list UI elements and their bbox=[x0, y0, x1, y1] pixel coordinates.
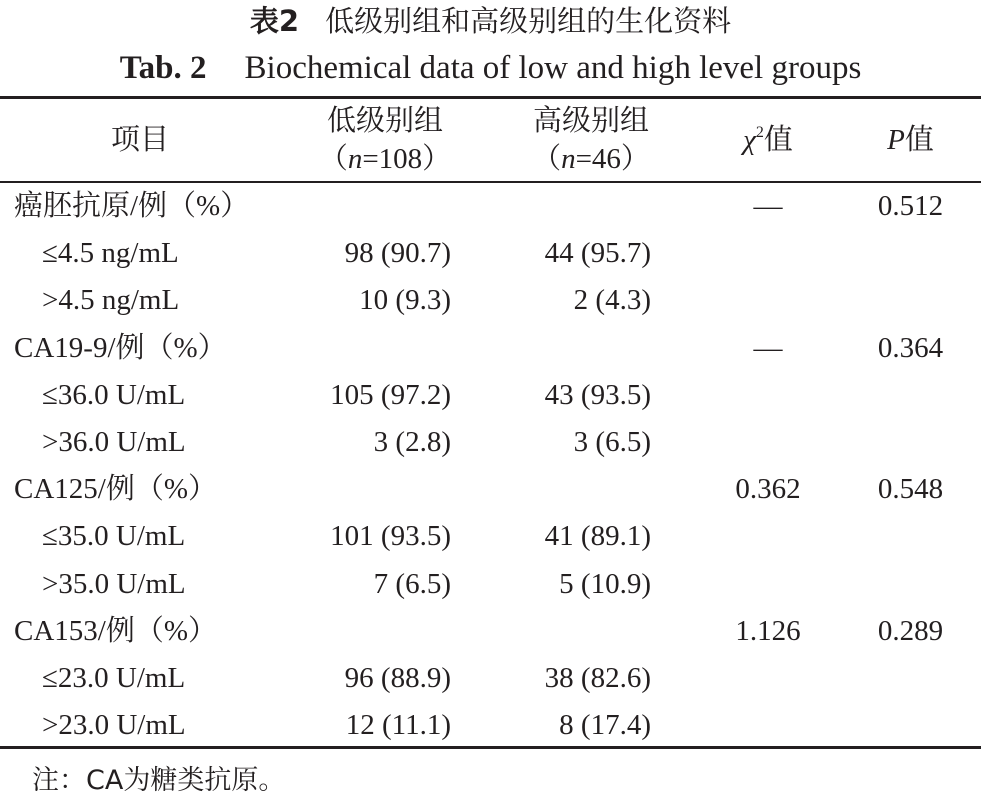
cell-item: >23.0 U/mL bbox=[42, 709, 186, 742]
cell-item: ≤23.0 U/mL bbox=[42, 662, 186, 694]
cell-low-group: 3 (2.8) bbox=[373, 426, 451, 458]
cell-high-group: 41 (89.1) bbox=[544, 520, 651, 553]
table-row bbox=[0, 655, 981, 702]
cell-p-value: 0.548 bbox=[877, 473, 944, 506]
header-low-group-n: （n=108） bbox=[318, 141, 452, 175]
cell-p-value: 0.289 bbox=[877, 614, 944, 647]
header-low-group bbox=[290, 101, 480, 178]
table-footnote: 注：CA为糖类抗原。 bbox=[32, 765, 286, 796]
table-row bbox=[0, 372, 981, 419]
cell-high-group: 43 (93.5) bbox=[544, 378, 651, 411]
table-label-en: Tab. 2 bbox=[119, 50, 207, 86]
cell-low-group: 7 (6.5) bbox=[373, 567, 451, 600]
cell-item: CA153/例（%） bbox=[14, 614, 218, 647]
cell-chi-square: 0.362 bbox=[735, 473, 801, 506]
table-row bbox=[0, 230, 981, 277]
table-group-row bbox=[0, 466, 981, 513]
table-title-en bbox=[0, 48, 981, 88]
table-group-row bbox=[0, 325, 981, 372]
cell-high-group: 44 (95.7) bbox=[544, 237, 651, 270]
header-high-group-n: （n=46） bbox=[532, 141, 650, 175]
cell-item: >36.0 U/mL bbox=[42, 426, 186, 458]
table-caption-cn: 低级别组和高级别组的生化资料 bbox=[325, 4, 732, 38]
table-row bbox=[0, 561, 981, 608]
table-group-row bbox=[0, 608, 981, 655]
cell-item: 癌胚抗原/例（%） bbox=[14, 190, 250, 222]
cell-high-group: 3 (6.5) bbox=[573, 426, 651, 458]
cell-low-group: 10 (9.3) bbox=[359, 284, 451, 317]
header-chi-square: $\chi^2$值 bbox=[743, 122, 793, 156]
cell-item: ≤4.5 ng/mL bbox=[42, 237, 179, 270]
cell-chi-square: — bbox=[753, 190, 783, 222]
cell-p-value: 0.364 bbox=[877, 331, 944, 364]
cell-item: >4.5 ng/mL bbox=[42, 284, 180, 317]
cell-low-group: 12 (11.1) bbox=[345, 709, 451, 742]
cell-high-group: 38 (82.6) bbox=[544, 662, 651, 694]
header-high-group bbox=[496, 101, 686, 178]
table-caption-en: Biochemical data of low and high level groups bbox=[244, 50, 862, 86]
table-group-row bbox=[0, 183, 981, 230]
cell-high-group: 5 (10.9) bbox=[559, 567, 651, 600]
header-low-group-label: 低级别组 bbox=[326, 103, 443, 137]
header-p-value: P值 bbox=[887, 122, 934, 156]
table-row bbox=[0, 513, 981, 560]
table-row bbox=[0, 702, 981, 749]
cell-low-group: 101 (93.5) bbox=[330, 520, 451, 553]
cell-item: ≤35.0 U/mL bbox=[42, 520, 186, 553]
header-item: 项目 bbox=[110, 122, 169, 156]
cell-item: >35.0 U/mL bbox=[42, 567, 186, 600]
cell-p-value: 0.512 bbox=[877, 190, 944, 222]
cell-low-group: 105 (97.2) bbox=[330, 378, 451, 411]
table-bottom-rule bbox=[0, 746, 981, 749]
cell-item: ≤36.0 U/mL bbox=[42, 378, 186, 411]
cell-low-group: 98 (90.7) bbox=[344, 237, 451, 270]
table-row bbox=[0, 419, 981, 466]
cell-item: CA19-9/例（%） bbox=[14, 331, 227, 364]
cell-high-group: 2 (4.3) bbox=[573, 284, 651, 317]
cell-low-group: 96 (88.9) bbox=[344, 662, 451, 694]
header-high-group-label: 高级别组 bbox=[532, 103, 649, 137]
table-top-rule bbox=[0, 96, 981, 99]
cell-item: CA125/例（%） bbox=[14, 473, 218, 506]
table-label-cn: 表2 bbox=[249, 4, 300, 38]
cell-chi-square: 1.126 bbox=[735, 614, 801, 647]
table-row bbox=[0, 277, 981, 324]
cell-high-group: 8 (17.4) bbox=[559, 709, 651, 742]
table-title-cn bbox=[0, 0, 981, 42]
cell-chi-square: — bbox=[753, 331, 783, 364]
